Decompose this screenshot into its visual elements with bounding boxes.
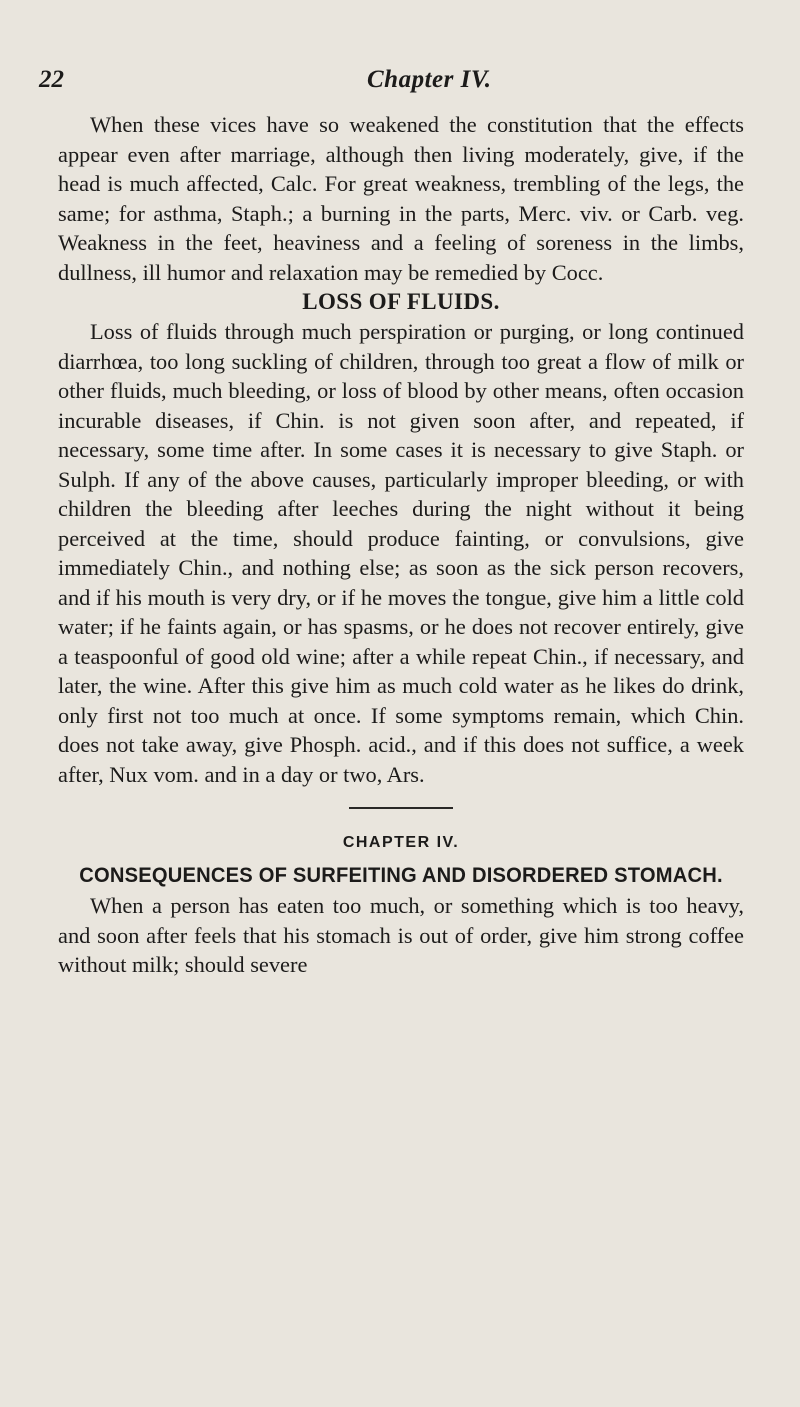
section-heading-loss-of-fluids: LOSS OF FLUIDS. — [302, 289, 500, 314]
body-text — [58, 110, 744, 980]
running-title: Chapter IV. — [367, 66, 492, 93]
running-head — [0, 66, 800, 96]
paragraph-loss-of-fluids: Loss of fluids through much perspiration or purging, or long continued diarrhœa, too long suckling of children, through too great a flow of milk or other fluids, much bleeding, or loss of blood by other means, often occasion incurable diseases, if Chin. is not given soon after, and repeated, if necessary, some time after. In some cases it is necessary to give Staph. or Sulph. If any of the above causes, particularly improper bleeding, or with children the bleeding after leeches during the night without it being perceived at the time, should produce fainting, or convulsions, give immediately Chin., and nothing else; as soon as the sick person recovers, and if his mouth is very dry, or if he moves the tongue, give him a little cold water; if he faints again, or has spasms, or he does not recover entirely, give a teaspoonful of good old wine; after a while repeat Chin., if necessary, and later, the wine. After this give him as much cold water as he likes do drink, only first not too much at once. If some symptoms remain, which Chin. does not take away, give Phosph. acid., and if this does not suffice, a week after, Nux vom. and in a day or two, Ars. — [58, 319, 744, 787]
section-divider — [349, 807, 453, 809]
page-number: 22 — [39, 66, 64, 93]
paragraph-surfeiting: When a person has eaten too much, or something which is too heavy, and soon after feels that his stomach is out of order, give him strong coffee without milk; should severe — [58, 893, 744, 977]
paragraph-vices-remedies: When these vices have so weakened the constitution that the effects appear even after marriage, although then living moderately, give, if the head is much affected, Calc. For great weakness, trembling of the legs, the same; for asthma, Staph.; a burning in the parts, Merc. viv. or Carb. veg. Weakness in the feet, heaviness and a feeling of soreness in the limbs, dullness, ill humor and relaxation may be remedied by Cocc. — [58, 112, 744, 285]
chapter-label: CHAPTER IV. — [342, 834, 460, 851]
chapter-heading: CONSEQUENCES OF SURFEITING AND DISORDERED STOMACH. — [79, 864, 723, 887]
